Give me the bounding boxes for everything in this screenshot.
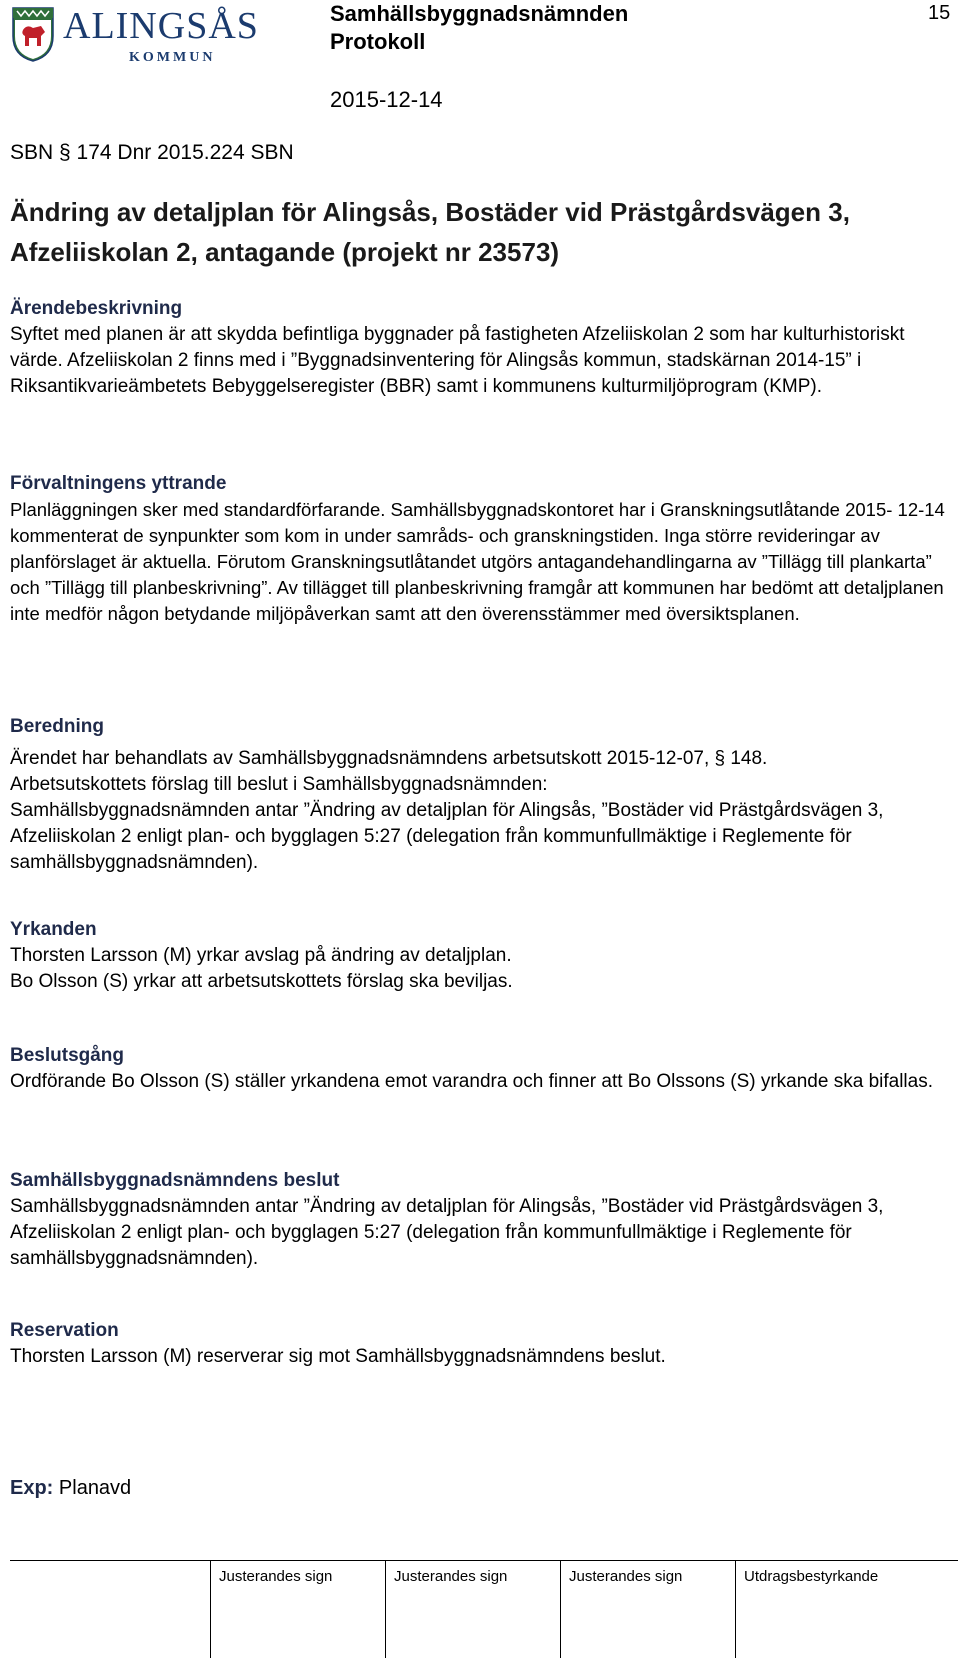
section-beslutsgang	[10, 1043, 945, 1095]
section-paragraph: Thorsten Larsson (M) reserverar sig mot Samhällsbyggnadsnämndens beslut.	[10, 1346, 666, 1367]
section-paragraph: Syftet med planen är att skydda befintliga byggnader på fastigheten Afzeliiskolan 2 som har kulturhistoriskt värde. Afzeliiskolan 2 finns med i ”Byggnadsinventering för Alingsås kommun, stadskärnan 2014-15” i Riksantikvarieämbetets Bebyggelseregister (BBR) samt i kommunens kulturmiljöprogram (KMP).	[10, 324, 905, 397]
logo-wordmark: ALINGSÅS	[63, 5, 259, 47]
logo-subtitle: KOMMUN	[129, 50, 216, 65]
case-reference: SBN § 174 Dnr 2015.224 SBN	[10, 141, 294, 164]
municipality-logo	[11, 6, 287, 68]
page-title: Ändring av detaljplan för Alingsås, Bostäder vid Prästgårdsvägen 3, Afzeliiskolan 2, antagande (projekt nr 23573)	[10, 197, 850, 267]
coat-of-arms-icon	[11, 6, 55, 62]
section-beredning	[10, 714, 945, 876]
signature-footer	[10, 1560, 960, 1658]
certification-label: Utdragsbestyrkande	[744, 1568, 879, 1585]
section-heading: Beslutsgång	[10, 1045, 125, 1066]
section-arendebeskrivning	[10, 296, 945, 400]
section-heading: Reservation	[10, 1320, 119, 1341]
section-paragraph: Planläggningen sker med standardförfarande. Samhällsbyggnadskontoret har i Granskningsutlåtande 2015- 12-14 kommenterat de synpunkter som kom in under samråds- och granskningstiden. Inga större revideringar av planförslaget är aktuella. Förutom Granskningsutlåtandet utgörs antagandehandlingarna av ”Tillägg till plankarta” och ”Tillägg till planbeskrivning”. Av tillägget till planbeskrivning framgår att kommunen har bedömt att detaljplanen inte medför någon betydande miljöpåverkan samt att den överensstämmer med översiktsplanen.	[10, 499, 945, 624]
section-heading: Samhällsbyggnadsnämndens beslut	[10, 1170, 340, 1191]
section-beslut	[10, 1168, 945, 1272]
page-number: 15	[928, 2, 951, 24]
signature-label: Justerandes sign	[569, 1568, 683, 1585]
signature-label: Justerandes sign	[219, 1568, 333, 1585]
section-heading: Förvaltningens yttrande	[10, 473, 227, 494]
document-type: Protokoll	[330, 29, 426, 54]
section-paragraph: Samhällsbyggnadsnämnden antar ”Ändring av detaljplan för Alingsås, ”Bostäder vid Prästgårdsvägen 3, Afzeliiskolan 2 enligt plan- och bygglagen 5:27 (delegation från kommunfullmäktige i Reglemente för samhällsbyggnadsnämnden).	[10, 1196, 884, 1269]
board-name: Samhällsbyggnadsnämnden	[330, 1, 629, 26]
certification-cell	[735, 1560, 936, 1658]
signature-cell	[385, 1560, 561, 1658]
exp-value: Planavd	[58, 1477, 132, 1499]
signature-label: Justerandes sign	[394, 1568, 508, 1585]
section-paragraph: Thorsten Larsson (M) yrkar avslag på ändring av detaljplan.	[10, 945, 512, 966]
section-reservation	[10, 1318, 945, 1370]
section-paragraph: Samhällsbyggnadsnämnden antar ”Ändring av detaljplan för Alingsås, ”Bostäder vid Prästgårdsvägen 3, Afzeliiskolan 2 enligt plan- och bygglagen 5:27 (delegation från kommunfullmäktige i Reglemente för samhällsbyggnadsnämnden).	[10, 800, 884, 873]
signature-cell	[210, 1560, 386, 1658]
section-heading: Ärendebeskrivning	[10, 298, 183, 319]
section-paragraph: Ordförande Bo Olsson (S) ställer yrkandena emot varandra och finner att Bo Olssons (S) yrkande ska bifallas.	[10, 1071, 933, 1092]
section-yrkanden	[10, 917, 945, 995]
signature-cell	[560, 1560, 736, 1658]
meeting-date: 2015-12-14	[330, 87, 443, 112]
expedition-line	[10, 1475, 131, 1501]
section-paragraph: Arbetsutskottets förslag till beslut i Samhällsbyggnadsnämnden:	[10, 774, 548, 795]
section-heading: Yrkanden	[10, 919, 97, 940]
section-paragraph: Bo Olsson (S) yrkar att arbetsutskottets förslag ska beviljas.	[10, 971, 513, 992]
section-forvaltningens-yttrande	[10, 471, 945, 627]
section-heading: Beredning	[10, 716, 104, 737]
exp-label: Exp:	[10, 1477, 54, 1499]
section-paragraph: Ärendet har behandlats av Samhällsbyggnadsnämndens arbetsutskott 2015-12-07, § 148.	[10, 748, 768, 769]
